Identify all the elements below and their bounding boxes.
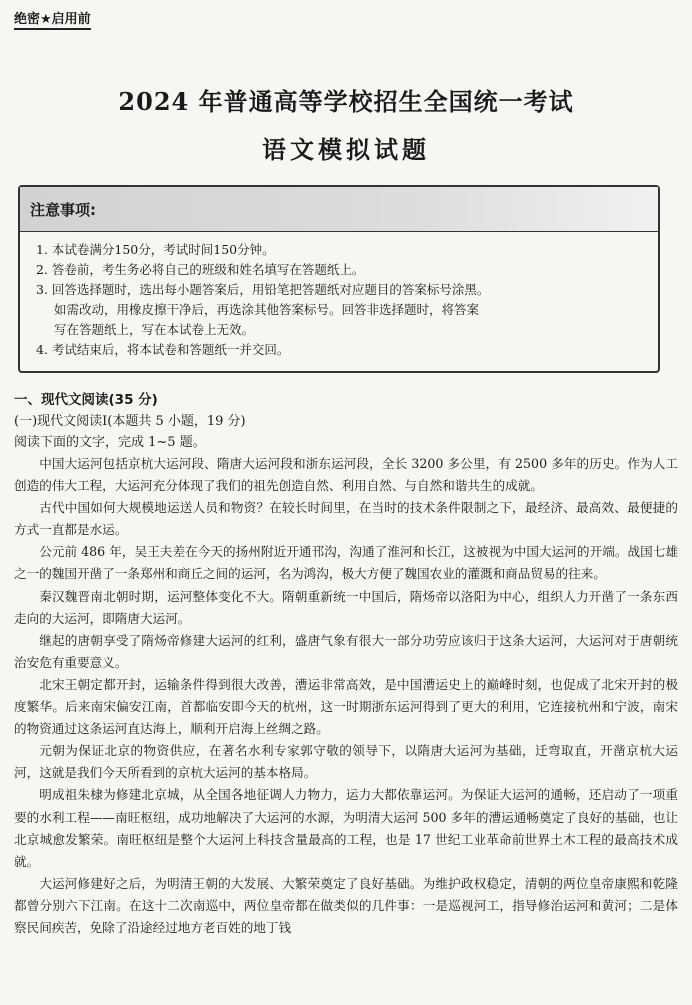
passage-paragraph: 北宋王朝定都开封，运输条件得到很大改善，漕运非常高效，是中国漕运史上的巅峰时刻，也促成了北宋开封的极度繁华。后来南宋偏安江南，首都临安即今天的杭州，这一时期浙东运河得到了更大的利用，它连接杭州和宁波，南宋的物资通过这条运河直达海上，顺利开启海上丝绸之路。 <box>14 676 678 737</box>
notice-item-continued: 写在答题纸上，写在本试卷上无效。 <box>54 322 255 337</box>
notice-list <box>20 232 658 360</box>
exam-title: 2024 年普通高等学校招生全国统一考试 <box>118 87 574 116</box>
exam-subtitle: 语文模拟试题 <box>262 135 430 164</box>
notice-box <box>18 185 660 373</box>
passage-paragraph: 元朝为保证北京的物资供应，在著名水利专家郭守敬的领导下，以隋唐大运河为基础，迁弯取直，开凿京杭大运河，这就是我们今天所看到的京杭大运河的基本格局。 <box>14 743 678 781</box>
passage-paragraph: 秦汉魏晋南北朝时期，运河整体变化不大。隋朝重新统一中国后，隋炀帝以洛阳为中心，组织人力开凿了一条东西走向的大运河，即隋唐大运河。 <box>14 588 678 626</box>
passage-paragraph: 中国大运河包括京杭大运河段、隋唐大运河段和浙东运河段，全长 3200 多公里，有 2500 多年的历史。作为人工创造的伟大工程，大运河充分体现了我们的祖先创造自然、利用自然、与自然和谐共生的成就。 <box>14 456 678 494</box>
passage-paragraph: 继起的唐朝享受了隋炀帝修建大运河的红利，盛唐气象有很大一部分功劳应该归于这条大运河，大运河对于唐朝统治安危有重要意义。 <box>14 632 678 670</box>
passage-paragraph: 明成祖朱棣为修建北京城，从全国各地征调人力物力，运力大都依靠运河。为保证大运河的通畅，还启动了一项重要的水利工程——南旺枢纽，成功地解决了大运河的水源，为明清大运河 500 多年的漕运通畅奠定了良好的基础，也让北京城愈发繁荣。南旺枢纽是整个大运河上科技含量最高的工程，也是 17 世纪工业革命前世界土木工程的最高技术成就。 <box>14 787 678 869</box>
notice-heading: 注意事项: <box>20 187 658 232</box>
notice-item: 3. 回答选择题时，选出每小题答案后，用铅笔把答题纸对应题目的答案标号涂黑。 <box>36 282 490 297</box>
section-subheading: (一)现代文阅读Ⅰ(本题共 5 小题，19 分) <box>14 414 246 429</box>
section-instruction: 阅读下面的文字，完成 1~5 题。 <box>14 435 206 450</box>
notice-item: 1. 本试卷满分150分，考试时间150分钟。 <box>36 242 275 257</box>
reading-section <box>14 390 678 939</box>
passage-paragraph: 古代中国如何大规模地运送人员和物资？在较长时间里，在当时的技术条件限制之下，最经济、最高效、最便捷的方式一直都是水运。 <box>14 500 678 538</box>
notice-item-continued: 如需改动，用橡皮擦干净后，再选涂其他答案标号。回答非选择题时，将答案 <box>54 302 480 317</box>
passage-paragraph: 公元前 486 年，吴王夫差在今天的扬州附近开通邗沟，沟通了淮河和长江，这被视为中国大运河的开端。战国七雄之一的魏国开凿了一条郑州和商丘之间的运河，名为鸿沟，极大方便了魏国农业的灌溉和商品贸易的往来。 <box>14 544 678 582</box>
passage-paragraph: 大运河修建好之后，为明清王朝的大发展、大繁荣奠定了良好基础。为维护政权稳定，清朝的两位皇帝康熙和乾隆都曾分别六下江南。在这十二次南巡中，两位皇帝都在做类似的几件事：一是巡视河工，指导修治运河和黄河；二是体察民间疾苦，免除了沿途经过地方老百姓的地丁钱 <box>14 875 678 935</box>
section-heading: 一、现代文阅读(35 分) <box>14 392 158 408</box>
notice-item: 2. 答卷前，考生务必将自己的班级和姓名填写在答题纸上。 <box>36 262 365 277</box>
confidential-label: 绝密★启用前 <box>14 8 91 30</box>
notice-item: 4. 考试结束后，将本试卷和答题纸一并交回。 <box>36 342 290 357</box>
